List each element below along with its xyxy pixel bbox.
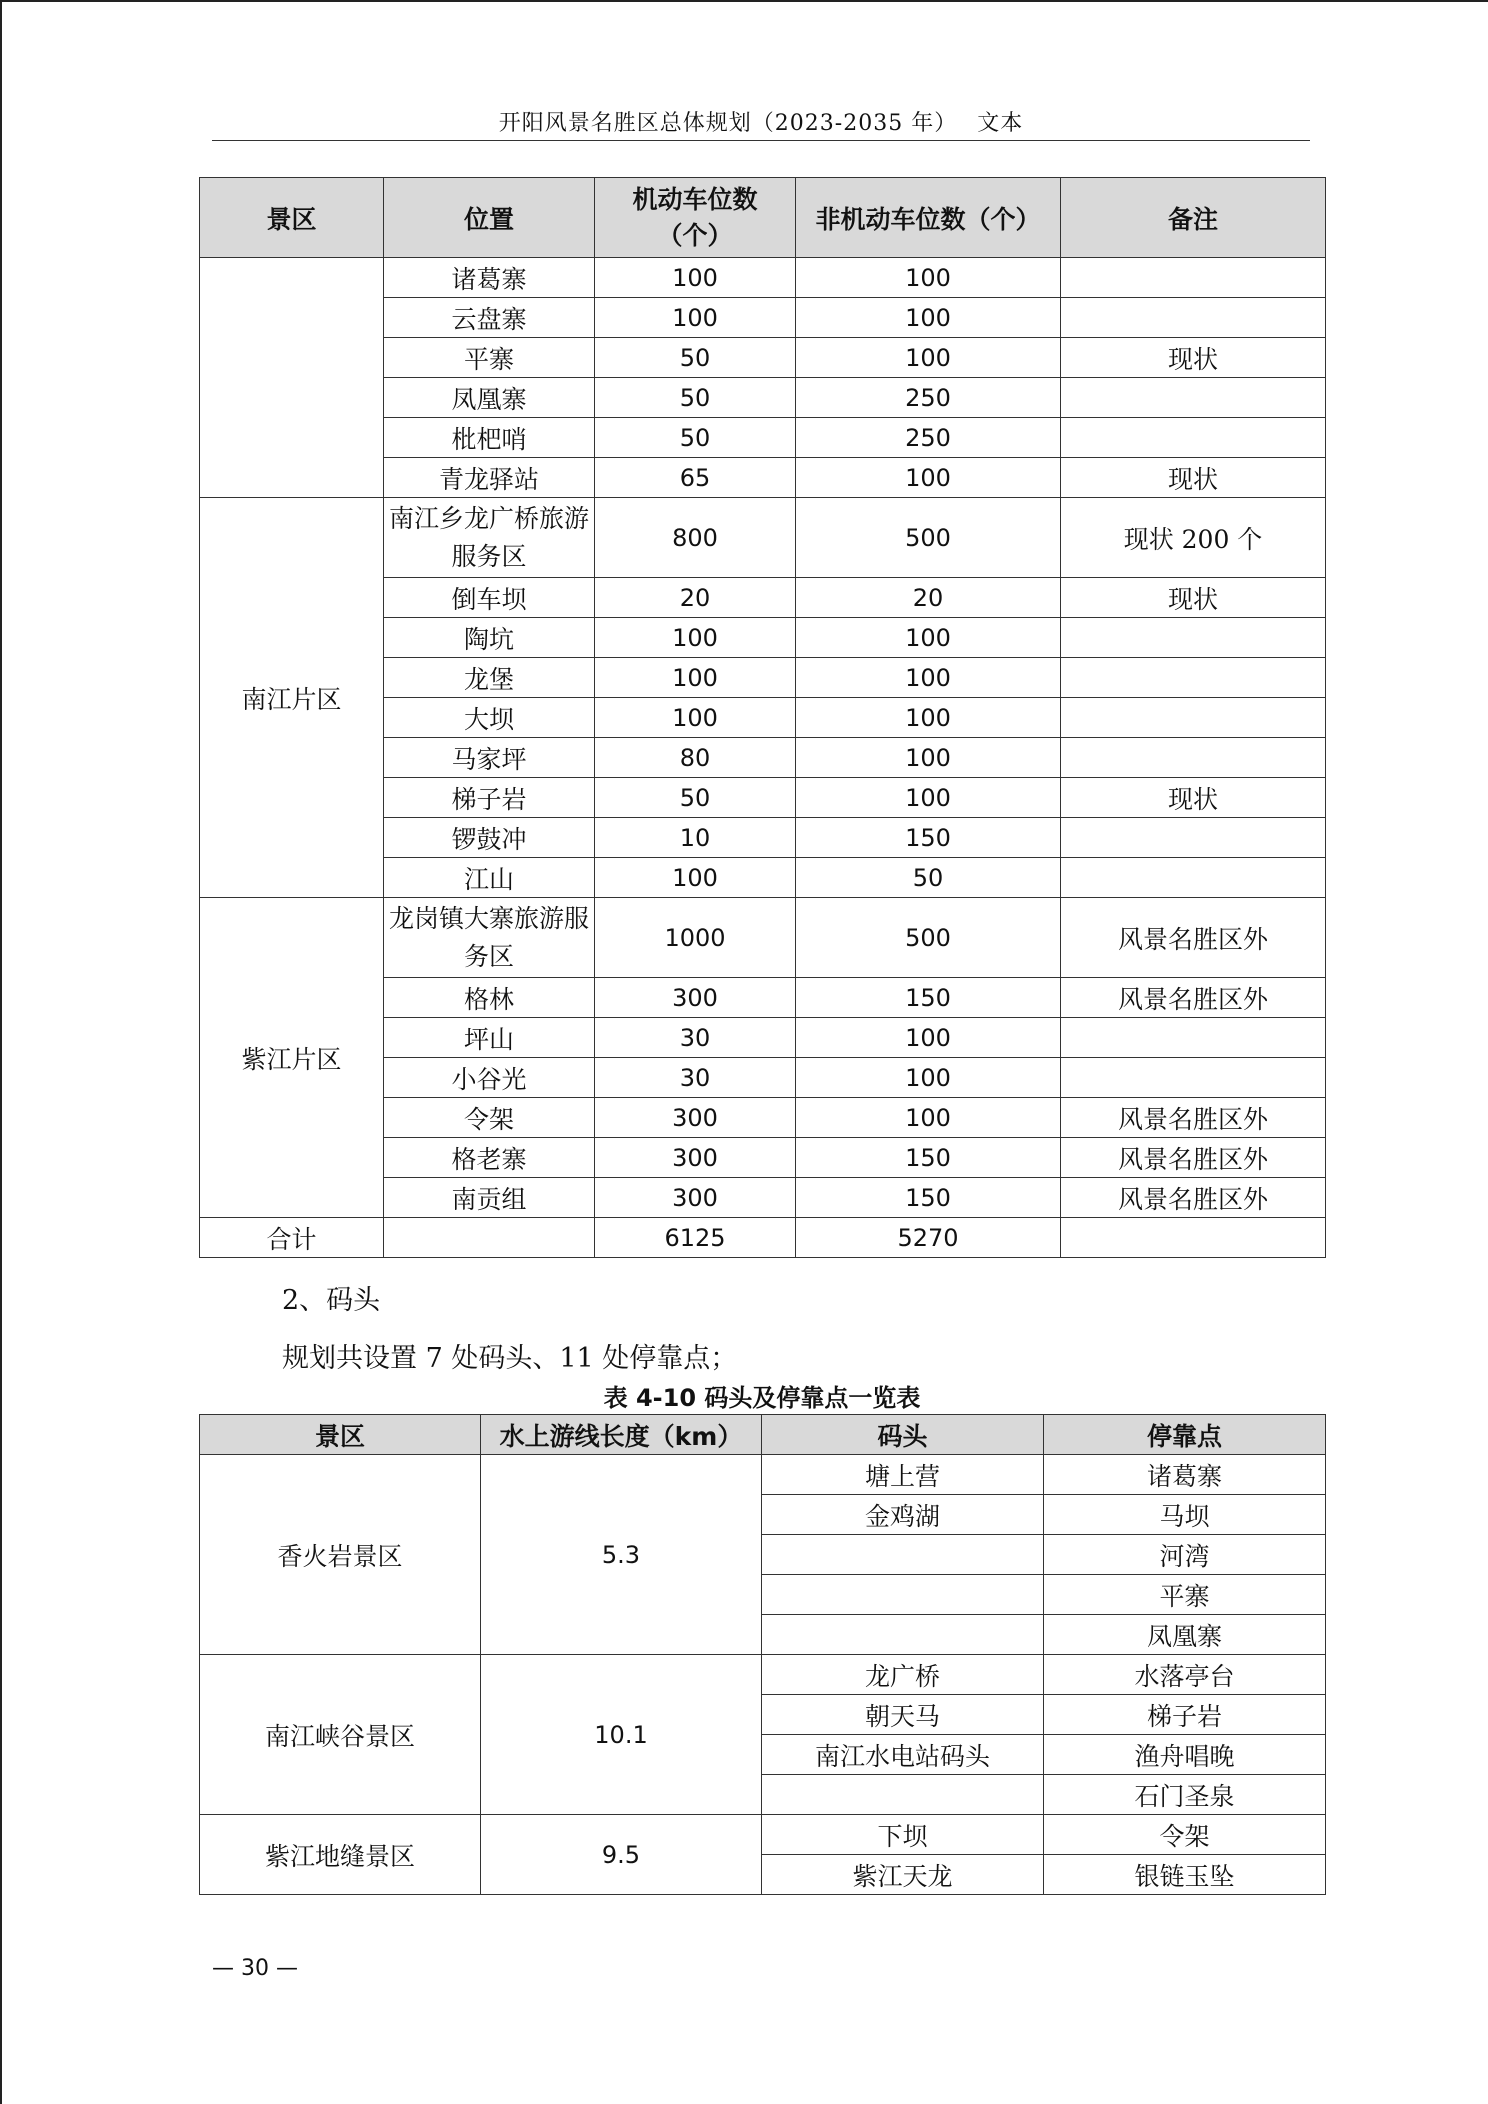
motor-count-cell: 300 [595,978,796,1018]
nonmotor-count-cell: 150 [796,1178,1061,1218]
dock-cell: 紫江天龙 [762,1855,1044,1895]
location-cell: 南贡组 [384,1178,595,1218]
note-cell: 现状 200 个 [1061,498,1326,578]
location-cell: 坪山 [384,1018,595,1058]
nonmotor-count-cell: 20 [796,578,1061,618]
total-label-cell: 合计 [200,1218,384,1258]
running-header: 开阳风景名胜区总体规划（2023-2035 年） 文本 [498,111,1024,136]
note-cell [1061,698,1326,738]
table-header-row [200,1415,1326,1455]
note-cell: 风景名胜区外 [1061,1178,1326,1218]
header-cell: 景区 [200,1415,481,1455]
motor-count-cell: 100 [595,658,796,698]
route-length-cell: 9.5 [481,1815,762,1895]
dock-cell [762,1615,1044,1655]
nonmotor-count-cell: 50 [796,858,1061,898]
nonmotor-count-cell: 500 [796,898,1061,978]
motor-count-cell: 50 [595,378,796,418]
note-cell: 现状 [1061,578,1326,618]
stop-cell: 水落亭台 [1044,1655,1326,1695]
dock-cell: 南江水电站码头 [762,1735,1044,1775]
zone-cell: 紫江片区 [200,898,384,1218]
location-cell: 龙堡 [384,658,595,698]
motor-count-cell: 100 [595,258,796,298]
total-row [200,1218,1326,1258]
stop-cell: 诸葛寨 [1044,1455,1326,1495]
note-cell: 风景名胜区外 [1061,898,1326,978]
location-cell: 令架 [384,1098,595,1138]
parking-table-body [200,258,1326,1258]
dock-table [199,1414,1326,1895]
location-cell: 梯子岩 [384,778,595,818]
stop-cell: 河湾 [1044,1535,1326,1575]
stop-cell: 梯子岩 [1044,1695,1326,1735]
note-cell [1061,1058,1326,1098]
motor-count-cell: 30 [595,1018,796,1058]
location-cell: 格林 [384,978,595,1018]
note-cell [1061,418,1326,458]
motor-count-cell: 10 [595,818,796,858]
page-number: — 30 — [212,1956,298,1981]
section-title: 2、码头 [282,1285,381,1316]
stop-cell: 令架 [1044,1815,1326,1855]
header-cell: 水上游线长度（km） [481,1415,762,1455]
page-border-left [0,0,2,2104]
table-caption: 表 4-10 码头及停靠点一览表 [603,1384,921,1412]
dock-table-body [200,1455,1326,1895]
section-body: 规划共设置 7 处码头、11 处停靠点； [282,1343,738,1374]
nonmotor-count-cell: 150 [796,978,1061,1018]
nonmotor-count-cell: 100 [796,698,1061,738]
zone-cell [200,258,384,498]
nonmotor-count-cell: 150 [796,1138,1061,1178]
table-row [200,498,1326,578]
table-row [200,1815,1326,1855]
motor-count-cell: 100 [595,858,796,898]
motor-count-cell: 50 [595,418,796,458]
motor-count-cell: 300 [595,1138,796,1178]
zone-cell: 南江片区 [200,498,384,898]
dock-cell: 塘上营 [762,1455,1044,1495]
stop-cell: 平寨 [1044,1575,1326,1615]
nonmotor-count-cell: 150 [796,818,1061,858]
stop-cell: 凤凰寨 [1044,1615,1326,1655]
note-cell: 现状 [1061,338,1326,378]
location-cell: 凤凰寨 [384,378,595,418]
stop-cell: 马坝 [1044,1495,1326,1535]
motor-count-cell: 30 [595,1058,796,1098]
dock-cell: 朝天马 [762,1695,1044,1735]
motor-count-cell: 100 [595,698,796,738]
location-cell: 南江乡龙广桥旅游服务区 [384,498,595,578]
note-cell [1061,1218,1326,1258]
motor-count-cell: 50 [595,338,796,378]
note-cell: 现状 [1061,778,1326,818]
location-cell [384,1218,595,1258]
nonmotor-total-cell: 5270 [796,1218,1061,1258]
nonmotor-count-cell: 100 [796,298,1061,338]
nonmotor-count-cell: 100 [796,1098,1061,1138]
location-cell: 倒车坝 [384,578,595,618]
header-cell: 机动车位数（个） [595,178,796,258]
nonmotor-count-cell: 100 [796,258,1061,298]
note-cell: 风景名胜区外 [1061,1138,1326,1178]
page-border-top [0,0,1488,2]
motor-count-cell: 80 [595,738,796,778]
dock-cell: 龙广桥 [762,1655,1044,1695]
motor-count-cell: 100 [595,298,796,338]
nonmotor-count-cell: 500 [796,498,1061,578]
note-cell: 风景名胜区外 [1061,978,1326,1018]
stop-cell: 银链玉坠 [1044,1855,1326,1895]
location-cell: 枇杷哨 [384,418,595,458]
table-row [200,1455,1326,1495]
note-cell: 风景名胜区外 [1061,1098,1326,1138]
table-row [200,1655,1326,1695]
nonmotor-count-cell: 100 [796,778,1061,818]
motor-count-cell: 100 [595,618,796,658]
nonmotor-count-cell: 100 [796,658,1061,698]
route-length-cell: 5.3 [481,1455,762,1655]
header-cell: 景区 [200,178,384,258]
header-cell: 位置 [384,178,595,258]
header-cell: 非机动车位数（个） [796,178,1061,258]
dock-cell [762,1575,1044,1615]
parking-table [199,177,1326,1258]
motor-count-cell: 1000 [595,898,796,978]
dock-cell: 下坝 [762,1815,1044,1855]
header-cell: 停靠点 [1044,1415,1326,1455]
note-cell [1061,658,1326,698]
header-cell: 码头 [762,1415,1044,1455]
nonmotor-count-cell: 100 [796,338,1061,378]
motor-count-cell: 300 [595,1178,796,1218]
motor-count-cell: 20 [595,578,796,618]
nonmotor-count-cell: 100 [796,1058,1061,1098]
location-cell: 江山 [384,858,595,898]
nonmotor-count-cell: 250 [796,418,1061,458]
note-cell: 现状 [1061,458,1326,498]
header-rule [212,140,1310,141]
zone-cell: 紫江地缝景区 [200,1815,481,1895]
dock-cell: 金鸡湖 [762,1495,1044,1535]
nonmotor-count-cell: 250 [796,378,1061,418]
nonmotor-count-cell: 100 [796,458,1061,498]
table-row [200,258,1326,298]
location-cell: 云盘寨 [384,298,595,338]
nonmotor-count-cell: 100 [796,738,1061,778]
location-cell: 小谷光 [384,1058,595,1098]
location-cell: 陶坑 [384,618,595,658]
stop-cell: 渔舟唱晚 [1044,1735,1326,1775]
location-cell: 大坝 [384,698,595,738]
note-cell [1061,1018,1326,1058]
zone-cell: 南江峡谷景区 [200,1655,481,1815]
motor-count-cell: 65 [595,458,796,498]
location-cell: 龙岗镇大寨旅游服务区 [384,898,595,978]
note-cell [1061,738,1326,778]
dock-cell [762,1535,1044,1575]
header-cell: 备注 [1061,178,1326,258]
route-length-cell: 10.1 [481,1655,762,1815]
location-cell: 平寨 [384,338,595,378]
table-row [200,898,1326,978]
location-cell: 格老寨 [384,1138,595,1178]
note-cell [1061,858,1326,898]
note-cell [1061,818,1326,858]
location-cell: 诸葛寨 [384,258,595,298]
note-cell [1061,298,1326,338]
motor-total-cell: 6125 [595,1218,796,1258]
location-cell: 锣鼓冲 [384,818,595,858]
location-cell: 青龙驿站 [384,458,595,498]
dock-cell [762,1775,1044,1815]
table-header-row [200,178,1326,258]
motor-count-cell: 300 [595,1098,796,1138]
note-cell [1061,258,1326,298]
note-cell [1061,378,1326,418]
stop-cell: 石门圣泉 [1044,1775,1326,1815]
motor-count-cell: 800 [595,498,796,578]
zone-cell: 香火岩景区 [200,1455,481,1655]
nonmotor-count-cell: 100 [796,618,1061,658]
note-cell [1061,618,1326,658]
nonmotor-count-cell: 100 [796,1018,1061,1058]
motor-count-cell: 50 [595,778,796,818]
location-cell: 马家坪 [384,738,595,778]
